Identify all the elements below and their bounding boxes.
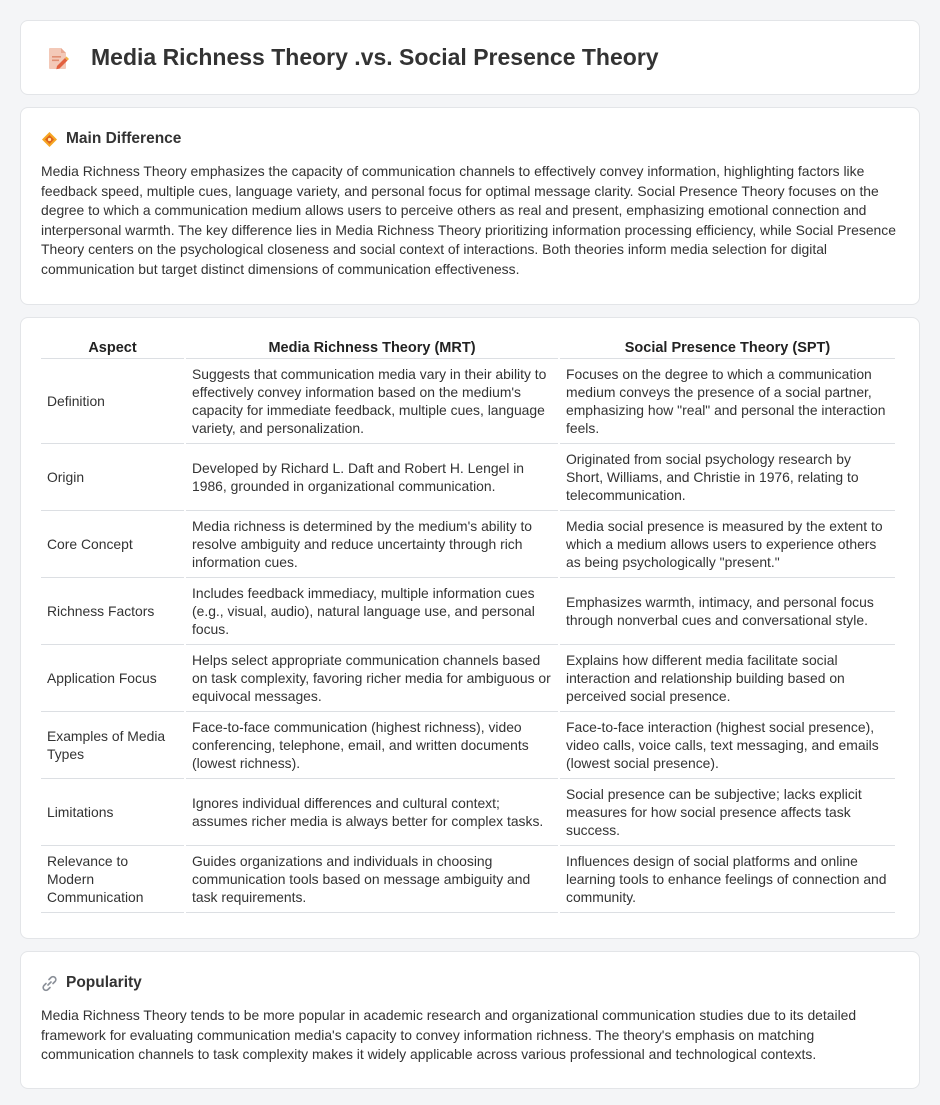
main-difference-text: Media Richness Theory emphasizes the capacity of communication channels to effectively convey information, highlighting factors like feedback speed, multiple cues, language variety, and personal focus for optimal message clarity. Social Presence Theory focuses on the degree to which a communication medium allows users to perceive others as real and present, emphasizing emotional connection and interpersonal warmth. The key difference lies in Media Richness Theory prioritizing information processing efficiency, while Social Presence Theory centers on the psychological closeness and social context of interactions. Both theories inform media selection for digital communication but target distinct dimensions of communication effectiveness.: [41, 163, 896, 277]
popularity-section: [20, 951, 920, 1089]
popularity-text: Media Richness Theory tends to be more popular in academic research and organizational communication studies due to its detailed framework for evaluating communication media's capacity to convey information richness. The theory's emphasis on matching communication channels to task complexity makes it widely applicable across various professional and technological contexts.: [41, 1007, 857, 1063]
spt-cell: Media social presence is measured by the extent to which a medium allows users to experience others as being psychologically "present.": [560, 511, 895, 578]
aspect-cell: Richness Factors: [41, 578, 184, 645]
table-row: [41, 645, 895, 712]
aspect-cell: Application Focus: [41, 645, 184, 712]
mrt-cell: Media richness is determined by the medium's ability to resolve ambiguity and reduce uncertainty through rich information cues.: [186, 511, 558, 578]
main-difference-title: Main Difference: [66, 130, 182, 147]
diamond-icon: [41, 131, 58, 148]
mrt-cell: Developed by Richard L. Daft and Robert H. Lengel in 1986, grounded in organizational communication.: [186, 444, 558, 511]
aspect-cell: Origin: [41, 444, 184, 511]
spt-cell: Originated from social psychology research by Short, Williams, and Christie in 1976, relating to telecommunication.: [560, 444, 895, 511]
mrt-cell: Suggests that communication media vary in their ability to effectively convey information based on the medium's capacity for immediate feedback, multiple cues, language variety, and personalization.: [186, 359, 558, 444]
header-aspect: Aspect: [41, 336, 184, 359]
table-row: [41, 712, 895, 779]
table-row: [41, 359, 895, 444]
spt-cell: Influences design of social platforms and online learning tools to enhance feelings of connection and community.: [560, 846, 895, 913]
table-row: [41, 846, 895, 913]
main-difference-heading: [41, 130, 899, 148]
spt-cell: Explains how different media facilitate social interaction and relationship building based on perceived social presence.: [560, 645, 895, 712]
aspect-cell: Limitations: [41, 779, 184, 846]
table-row: [41, 444, 895, 511]
mrt-cell: Ignores individual differences and cultural context; assumes richer media is always better for complex tasks.: [186, 779, 558, 846]
document-edit-icon: [45, 45, 71, 71]
mrt-cell: Face-to-face communication (highest richness), video conferencing, telephone, email, and written documents (lowest richness).: [186, 712, 558, 779]
mrt-cell: Includes feedback immediacy, multiple information cues (e.g., visual, audio), natural language use, and personal focus.: [186, 578, 558, 645]
spt-cell: Social presence can be subjective; lacks explicit measures for how social presence affects task success.: [560, 779, 895, 846]
popularity-heading: [41, 974, 899, 992]
mrt-cell: Helps select appropriate communication channels based on task complexity, favoring richer media for ambiguous or equivocal messages.: [186, 645, 558, 712]
spt-cell: Face-to-face interaction (highest social presence), video calls, voice calls, text messaging, and emails (lowest social presence).: [560, 712, 895, 779]
page-title: Media Richness Theory .vs. Social Presence Theory: [91, 44, 659, 70]
table-row: [41, 511, 895, 578]
comparison-table-card: [20, 317, 920, 939]
table-row: [41, 779, 895, 846]
aspect-cell: Core Concept: [41, 511, 184, 578]
header-mrt: Media Richness Theory (MRT): [186, 336, 558, 359]
aspect-cell: Examples of Media Types: [41, 712, 184, 779]
mrt-cell: Guides organizations and individuals in choosing communication tools based on message ambiguity and task requirements.: [186, 846, 558, 913]
aspect-cell: Relevance to Modern Communication: [41, 846, 184, 913]
aspect-cell: Definition: [41, 359, 184, 444]
popularity-title: Popularity: [66, 974, 142, 991]
table-header-row: [41, 336, 895, 359]
spt-cell: Emphasizes warmth, intimacy, and personal focus through nonverbal cues and conversational style.: [560, 578, 895, 645]
comparison-table: [39, 336, 897, 913]
header-spt: Social Presence Theory (SPT): [560, 336, 895, 359]
link-icon: [41, 975, 58, 992]
header-card: [20, 20, 920, 95]
spt-cell: Focuses on the degree to which a communication medium conveys the presence of a social partner, emphasizing how "real" and personal the interaction feels.: [560, 359, 895, 444]
table-row: [41, 578, 895, 645]
main-difference-section: [20, 107, 920, 305]
